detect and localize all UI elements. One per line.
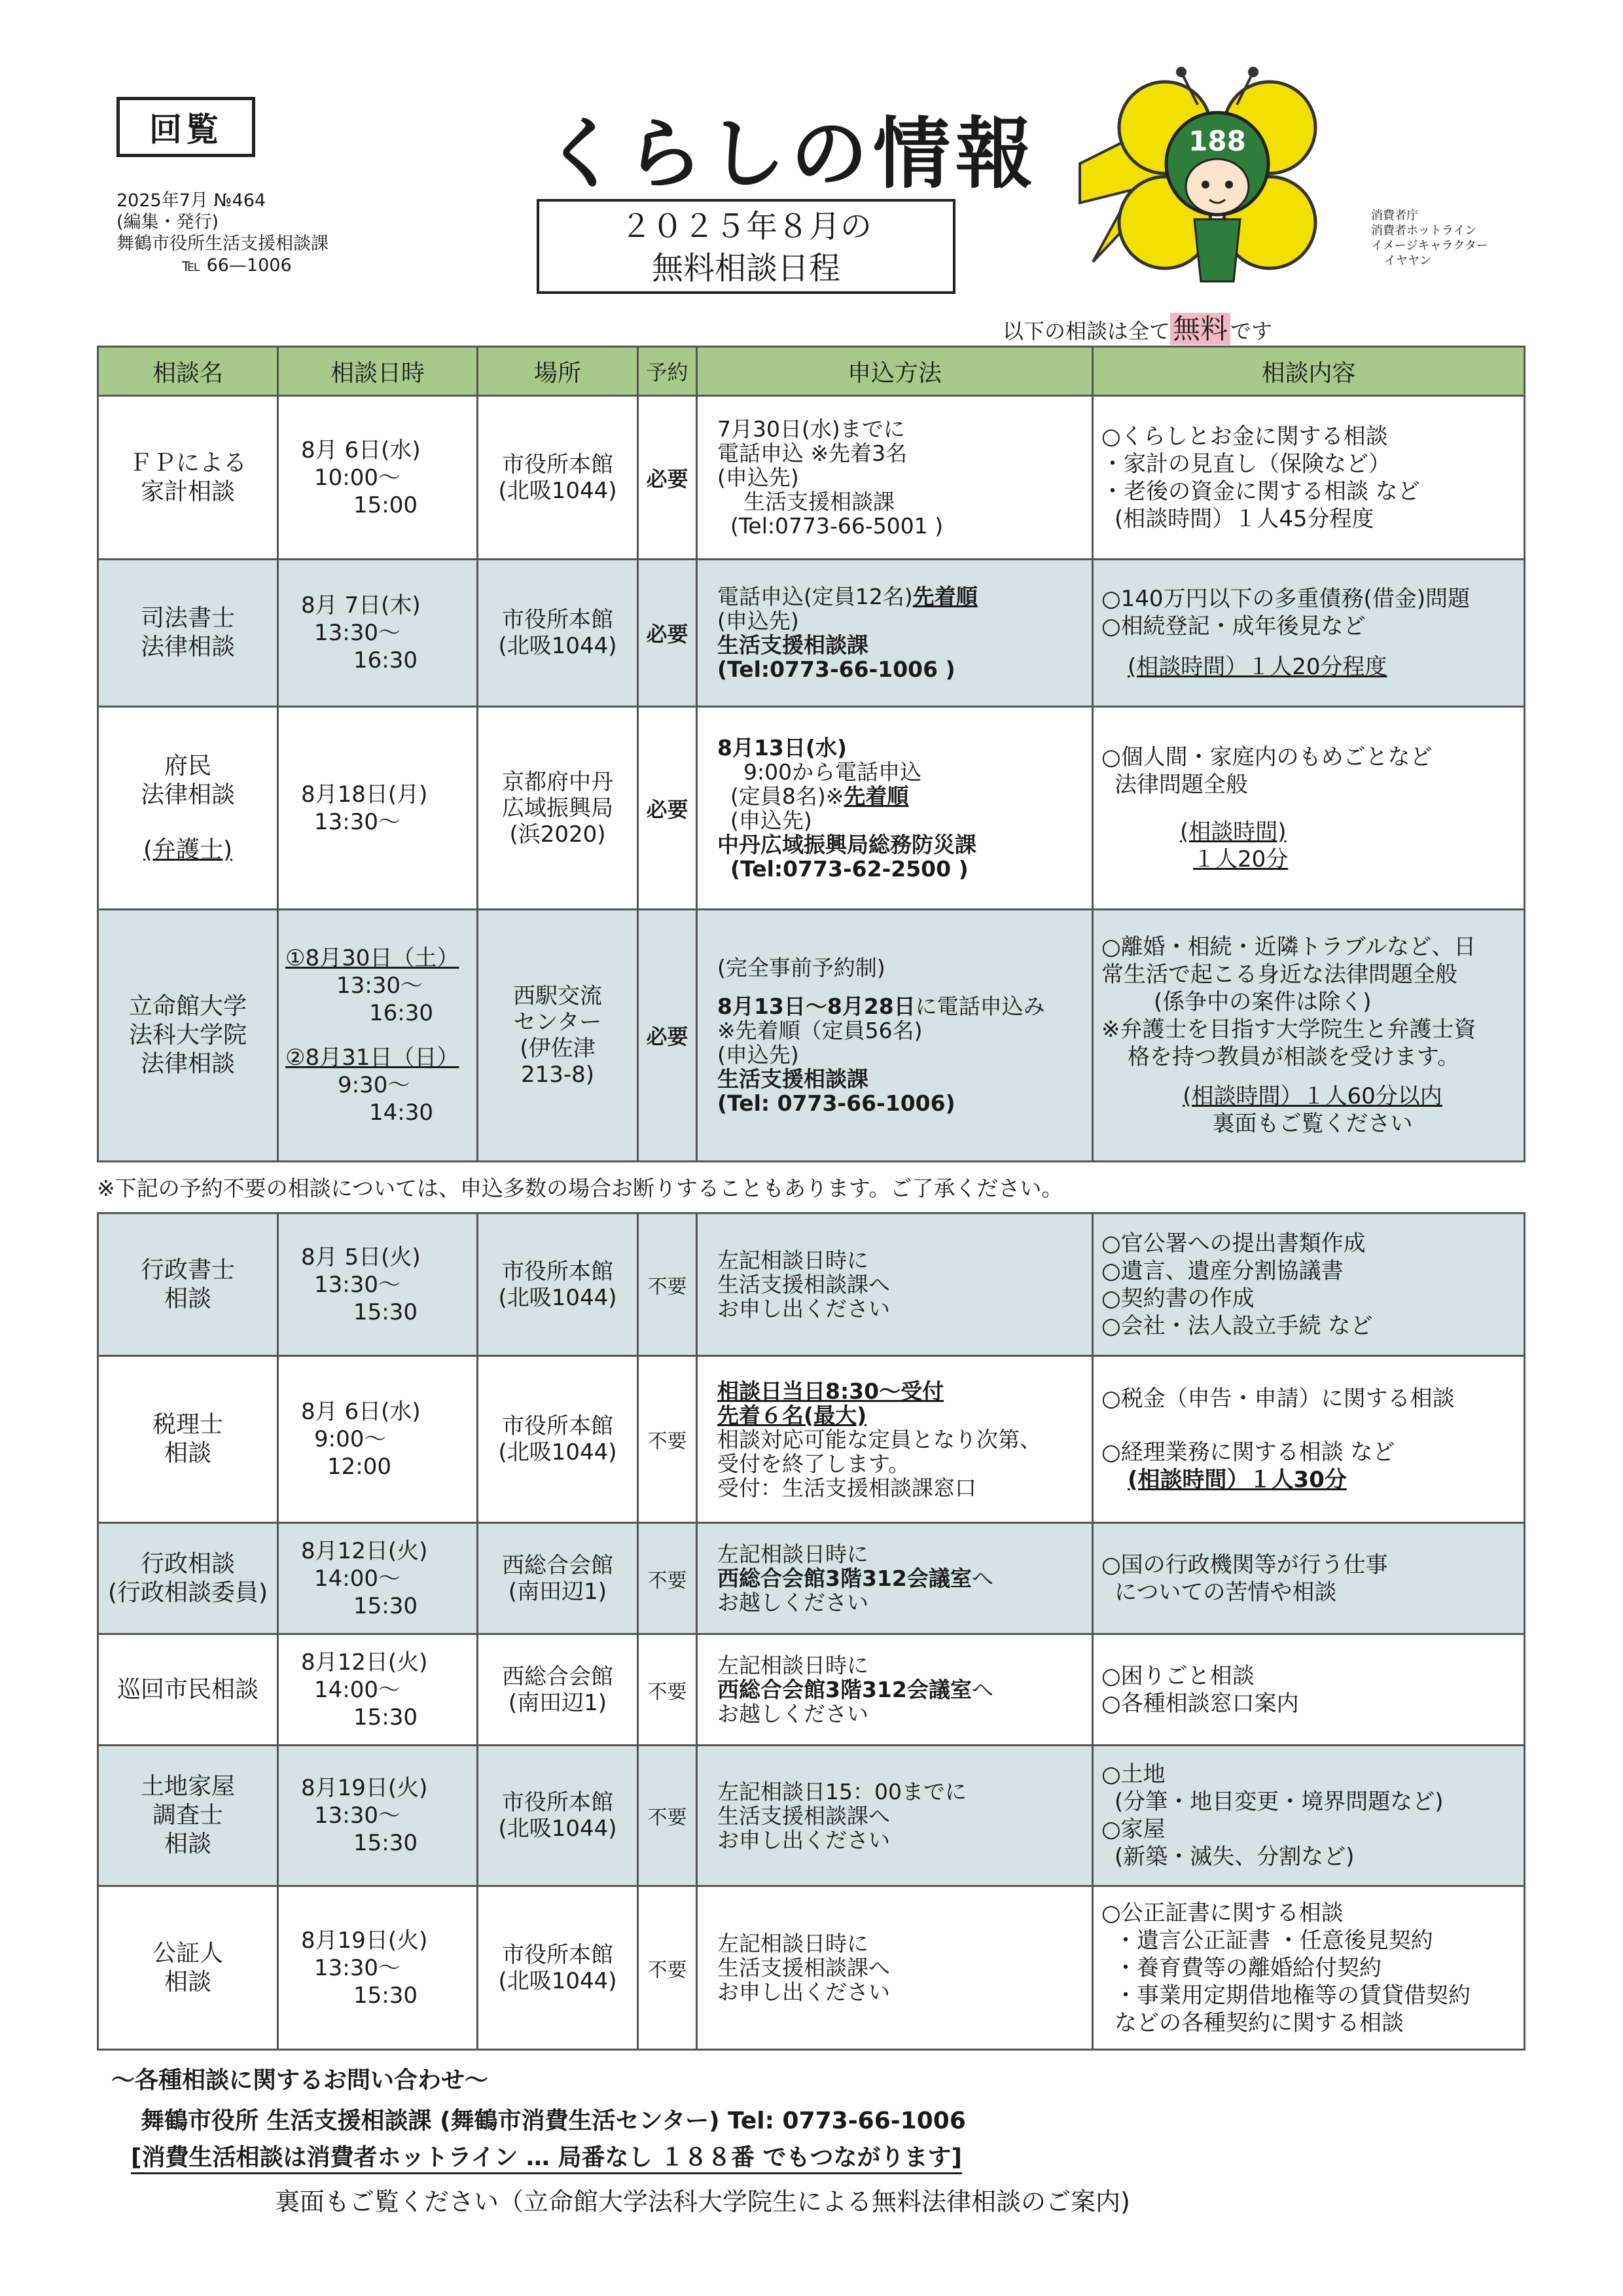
content-line: ○契約書の作成 [1101, 1285, 1255, 1312]
apply-method [697, 1523, 1093, 1634]
place-line: センター [513, 1009, 602, 1035]
apply-method [697, 707, 1093, 910]
date-line: 8月 7日(木) [301, 592, 421, 619]
date-line: 14:00〜 [314, 1676, 401, 1703]
content-line: ○個人間・家庭内のもめごとなど [1101, 744, 1433, 770]
name-line: 相談 [164, 1968, 211, 1996]
content-line: ○経理業務に関する相談 など [1101, 1439, 1395, 1465]
place-line: 市役所本館 [502, 1413, 613, 1439]
consult-name [98, 1634, 278, 1746]
table-row [98, 1356, 1525, 1523]
header-yoyaku: 予約 [638, 347, 697, 396]
place-line: 市役所本館 [502, 1789, 613, 1816]
header-date: 相談日時 [278, 347, 478, 396]
content-line: (相談時間）１人45分程度 [1115, 505, 1374, 532]
method-line: (定員8名)※ [730, 783, 844, 809]
content-line: (新築・滅失、分割など) [1115, 1844, 1355, 1870]
yoyaku-status: 不要 [638, 1356, 697, 1523]
kairan-box [116, 97, 255, 157]
name-line: 相談 [164, 1831, 211, 1857]
date-line: 8月 6日(水) [301, 1399, 421, 1425]
content-line: ○各種相談窓口案内 [1101, 1690, 1299, 1717]
content-line: 格を持つ教員が相談を受けます。 [1128, 1044, 1460, 1070]
consult-place [478, 1886, 638, 2050]
apply-method [697, 1356, 1093, 1523]
contact-office: 舞鶴市役所 生活支援相談課 (舞鶴市消費生活センター) Tel: 0773-66-1006 [141, 2108, 966, 2134]
content-line: １人20分 [1193, 846, 1289, 872]
yoyaku-status: 不要 [638, 1886, 697, 2050]
consult-name [98, 1356, 278, 1523]
consult-place [478, 910, 638, 1162]
date-line: 15:30 [353, 1704, 418, 1731]
method-line: 生活支援相談課へ [717, 1955, 890, 1981]
method-line: お越しください [717, 1701, 868, 1727]
table-row [98, 396, 1525, 560]
free-note [1003, 308, 1272, 347]
table-row [98, 910, 1525, 1162]
date-line: 13:30〜 [336, 973, 423, 999]
name-line: 行政書士 [140, 1256, 235, 1283]
yoyaku-status: 不要 [638, 1213, 697, 1356]
method-line: お申し出ください [717, 1827, 890, 1853]
consult-name [98, 910, 278, 1162]
method-line: 8月13日〜8月28日 [717, 994, 916, 1019]
consult-content [1093, 396, 1525, 560]
content-line: ○家屋 [1101, 1816, 1166, 1842]
date-line: 8月 5日(火) [301, 1244, 421, 1270]
place-line: 市役所本館 [502, 607, 613, 633]
consult-date [278, 1356, 478, 1523]
consult-content [1093, 910, 1525, 1162]
method-line: 生活支援相談課へ [717, 1272, 890, 1297]
method-line: 7月30日(水)までに [717, 416, 905, 442]
table-row [98, 1523, 1525, 1634]
place-line: 広域振興局 [502, 795, 613, 821]
consult-date [278, 396, 478, 560]
content-line: ○公正証書に関する相談 [1101, 1899, 1344, 1926]
name-line: 巡回市民相談 [116, 1676, 259, 1703]
name-line: 調査士 [152, 1802, 223, 1829]
consult-place [478, 1356, 638, 1523]
consult-date [278, 1634, 478, 1746]
date-line: 13:30〜 [314, 1954, 401, 1981]
date-line: ①8月30日（土） [285, 945, 459, 971]
consult-date [278, 910, 478, 1162]
consult-content [1093, 1634, 1525, 1746]
consult-content [1093, 1356, 1525, 1523]
place-line: (伊佐津 [520, 1035, 596, 1062]
kairan-label: 回覧 [149, 111, 223, 149]
method-line: 受付：生活支援相談課窓口 [717, 1475, 976, 1501]
apply-method [697, 396, 1093, 560]
yoyaku-status: 不要 [638, 1523, 697, 1634]
consult-date [278, 1523, 478, 1634]
method-line: 西総合会館3階312会議室 [717, 1566, 972, 1591]
date-line: 12:00 [327, 1454, 391, 1480]
place-line: (浜2020) [509, 821, 606, 848]
walkin-consultation-table [97, 1212, 1525, 2051]
name-line: 税理士 [152, 1411, 223, 1438]
date-line: 14:00〜 [314, 1565, 401, 1592]
date-line: 8月12日(火) [301, 1649, 428, 1676]
method-line: (申込先) [730, 807, 812, 833]
table-row [98, 1634, 1525, 1746]
date-line: 15:00 [353, 492, 418, 518]
yoyaku-status: 必要 [638, 560, 697, 707]
name-line: ＦＰによる [128, 449, 247, 476]
consult-date [278, 1886, 478, 2050]
content-line: (相談時間）１人20分程度 [1128, 654, 1387, 680]
method-line: 電話申込(定員12名) [717, 584, 913, 609]
consult-content [1093, 707, 1525, 910]
free-note-post: です [1230, 319, 1273, 344]
name-line: 法律相談 [140, 1050, 235, 1077]
place-line: 西駅交流 [513, 983, 602, 1009]
name-line: 法律相談 [140, 634, 235, 660]
method-line: お申し出ください [717, 1296, 890, 1321]
place-line: 市役所本館 [502, 1258, 613, 1285]
content-line: (相談時間）１人30分 [1128, 1467, 1347, 1493]
name-line: 府民 [164, 752, 211, 780]
free-note-pre: 以下の相談は全て [1003, 319, 1171, 344]
name-line: 法律相談 [140, 781, 235, 808]
table-row [98, 1213, 1525, 1356]
method-line: (Tel: 0773-66-1006) [717, 1090, 955, 1116]
method-line: 生活支援相談課 [717, 632, 868, 658]
date-line: 10:00〜 [314, 464, 401, 491]
method-line: 左記相談日時に [717, 1653, 868, 1678]
content-line: ○140万円以下の多重債務(借金)問題 [1101, 586, 1471, 612]
consult-content [1093, 560, 1525, 707]
method-line: 受付を終了します。 [717, 1450, 910, 1477]
method-line: 左記相談日時に [717, 1541, 868, 1567]
method-line: 9:00から電話申込 [743, 759, 922, 785]
apply-method [697, 910, 1093, 1162]
content-line: ・事業用定期借地権等の賃貸借契約 [1115, 1982, 1471, 2009]
footer-note: 裏面もご覧ください（立命館大学法科大学院生による無料法律相談のご案内) [275, 2187, 1130, 2216]
consult-name [98, 1523, 278, 1634]
issue-line: 2025年7月 №464 [116, 190, 266, 211]
content-line: ・家計の見直し（保険など） [1101, 450, 1391, 477]
mascot-caption-3: イメージキャラクター [1371, 239, 1489, 253]
date-line: 15:30 [353, 1299, 418, 1325]
yoyaku-status: 必要 [638, 910, 697, 1162]
content-line: ○遺言、遺産分割協議書 [1101, 1257, 1344, 1284]
consult-content [1093, 1886, 1525, 2050]
place-line: (北吸1044) [498, 1439, 617, 1465]
date-line: 8月19日(火) [301, 1775, 428, 1801]
mascot-caption-1: 消費者庁 [1371, 209, 1418, 223]
place-line: 213-8) [520, 1062, 595, 1088]
method-line: お越しください [717, 1590, 868, 1615]
method-line: に電話申込み [915, 994, 1045, 1019]
place-line: (南田辺1) [508, 1578, 607, 1605]
publisher-line: 舞鶴市役所生活支援相談課 [116, 234, 329, 254]
method-line: (申込先) [717, 1042, 799, 1067]
first-come-label: 先着順 [844, 783, 909, 809]
date-line: 8月18日(月) [301, 781, 428, 808]
apply-method [697, 1746, 1093, 1886]
subtitle-line2: 無料相談日程 [651, 250, 840, 287]
method-line: 相談対応可能な定員となり次第、 [717, 1426, 1041, 1452]
consult-name [98, 560, 278, 707]
consult-place [478, 560, 638, 707]
method-line: 生活支援相談課 [717, 1066, 868, 1092]
content-line: (分筆・地目変更・境界問題など) [1115, 1789, 1444, 1815]
mascot-iyayan-icon [1054, 65, 1348, 288]
consult-date [278, 1213, 478, 1356]
consult-content [1093, 1523, 1525, 1634]
editor-line: (編集・発行) [116, 212, 219, 232]
method-line: (完全事前予約制) [717, 955, 885, 980]
consult-name [98, 396, 278, 560]
mascot-number: 188 [1188, 125, 1246, 157]
content-line: ○土地 [1101, 1761, 1166, 1787]
place-line: 西総合会館 [502, 1663, 613, 1690]
method-line: へ [971, 1566, 993, 1591]
date-line: 8月 6日(水) [301, 437, 421, 463]
name-line: (弁護士) [143, 836, 233, 863]
yoyaku-status: 必要 [638, 396, 697, 560]
name-line: 公証人 [152, 1939, 223, 1967]
first-come-label: 先着順 [912, 584, 978, 609]
consult-name [98, 1746, 278, 1886]
name-line: 法科大学院 [128, 1022, 247, 1049]
date-line: 16:30 [369, 1000, 433, 1026]
method-line: (申込先) [717, 465, 799, 490]
consult-name [98, 1213, 278, 1356]
date-line: 16:30 [353, 647, 418, 673]
apply-method [697, 1886, 1093, 2050]
consult-content [1093, 1213, 1525, 1356]
consult-place [478, 1746, 638, 1886]
method-line: 8月13日(水) [717, 734, 847, 761]
content-line: ○官公署への提出書類作成 [1101, 1230, 1366, 1257]
consult-place [478, 1523, 638, 1634]
consult-date [278, 560, 478, 707]
place-line: (北吸1044) [498, 477, 617, 504]
place-line: (南田辺1) [508, 1689, 607, 1716]
yoyaku-status: 不要 [638, 1634, 697, 1746]
content-line: ・遺言公正証書 ・任意後見契約 [1115, 1927, 1433, 1954]
see-reverse-note: 裏面もご覧ください [1212, 1111, 1413, 1137]
content-line: (相談時間）１人60分以内 [1183, 1083, 1442, 1109]
header-method: 申込方法 [697, 347, 1093, 396]
date-line: 8月12日(火) [301, 1537, 428, 1564]
content-line: 法律問題全般 [1115, 771, 1248, 798]
apply-method [697, 560, 1093, 707]
date-line: 9:30〜 [338, 1072, 410, 1098]
method-line: お申し出ください [717, 1979, 890, 2005]
content-line: などの各種契約に関する相談 [1115, 2009, 1404, 2036]
content-line: 常生活で起こる身近な法律問題全般 [1101, 961, 1457, 988]
place-line: 京都府中丹 [502, 768, 613, 795]
method-line: (Tel:0773-66-5001 ) [730, 513, 944, 539]
method-line: 電話申込 ※先着3名 [717, 440, 908, 466]
content-line: についての苦情や相談 [1115, 1579, 1337, 1605]
issue-info [116, 190, 329, 276]
method-line: ※先着順（定員56名) [717, 1018, 923, 1043]
subtitle-box [537, 199, 955, 294]
date-line: 15:30 [353, 1830, 418, 1856]
table-header-row [98, 347, 1525, 396]
header-place: 場所 [478, 347, 638, 396]
consult-place [478, 1634, 638, 1746]
header-content: 相談内容 [1093, 347, 1525, 396]
consult-place [478, 1213, 638, 1356]
date-line: 15:30 [353, 1982, 418, 2009]
date-line: 13:30〜 [314, 1271, 401, 1298]
content-line: (係争中の案件は除く) [1154, 989, 1372, 1015]
name-line: (行政相談委員) [107, 1579, 268, 1606]
name-line: 司法書士 [140, 605, 235, 632]
consult-name [98, 707, 278, 910]
consult-place [478, 396, 638, 560]
place-line: (北吸1044) [498, 1816, 617, 1842]
table-row [98, 1746, 1525, 1886]
mascot-caption [1371, 208, 1488, 268]
contact-heading: 〜各種相談に関するお問い合わせ〜 [111, 2067, 489, 2094]
date-line: 15:30 [353, 1592, 418, 1619]
table-row [98, 1886, 1525, 2050]
method-line: へ [971, 1677, 993, 1702]
consult-content [1093, 1746, 1525, 1886]
mascot-caption-2: 消費者ホットライン [1371, 224, 1477, 238]
place-line: (北吸1044) [498, 1284, 617, 1311]
name-line: 相談 [164, 1440, 211, 1467]
free-highlight: 無料 [1170, 313, 1230, 345]
table-row [98, 707, 1525, 910]
method-line: 相談日当日8:30〜受付 [717, 1378, 944, 1404]
apply-method [697, 1213, 1093, 1356]
page-title: くらしの情報 [543, 109, 1039, 199]
consult-date [278, 1746, 478, 1886]
consult-date [278, 707, 478, 910]
content-line: ※弁護士を目指す大学院生と弁護士資 [1101, 1016, 1476, 1043]
walkin-notice: ※下記の予約不要の相談については、申込多数の場合お断りすることもあります。ご了承ください。 [97, 1175, 1063, 1201]
name-line: 相談 [164, 1285, 211, 1312]
method-line: 西総合会館3階312会議室 [717, 1677, 972, 1702]
tel-line: ℡ 66—1006 [182, 255, 292, 276]
table-row [98, 560, 1525, 707]
content-line: ○税金（申告・申請）に関する相談 [1101, 1386, 1455, 1412]
place-line: 市役所本館 [502, 1941, 613, 1968]
place-line: (北吸1044) [498, 1967, 617, 1994]
content-line: (相談時間) [1180, 818, 1287, 845]
method-line: 左記相談日15：00までに [717, 1778, 967, 1804]
method-line: 先着６名(最大) [717, 1402, 867, 1428]
name-line: 行政相談 [140, 1550, 235, 1577]
reserved-consultation-table [97, 346, 1525, 1162]
date-line: 13:30〜 [314, 808, 401, 835]
name-line: 立命館大学 [128, 993, 247, 1020]
apply-method [697, 1634, 1093, 1746]
date-line: 8月19日(火) [301, 1927, 428, 1954]
place-line: (北吸1044) [498, 633, 617, 659]
consult-name [98, 1886, 278, 2050]
yoyaku-status: 不要 [638, 1746, 697, 1886]
content-line: ○困りごと相談 [1101, 1662, 1255, 1689]
method-line: 左記相談日時に [717, 1931, 868, 1956]
method-line: 生活支援相談課へ [717, 1803, 890, 1829]
place-line: 西総合会館 [502, 1552, 613, 1579]
content-line: ○くらしとお金に関する相談 [1101, 423, 1388, 450]
method-line: (Tel:0773-66-1006 ) [717, 656, 955, 682]
method-line: 生活支援相談課 [743, 489, 895, 514]
date-line: 13:30〜 [314, 1803, 401, 1829]
header-name: 相談名 [98, 347, 278, 396]
method-line: 中丹広域振興局総務防災課 [717, 831, 976, 857]
method-line: (申込先) [717, 608, 799, 634]
name-line: 土地家屋 [140, 1773, 235, 1800]
hotline-note: [消費生活相談は消費者ホットライン … 局番なし １８８番 でもつながります] [131, 2139, 962, 2174]
name-line: 家計相談 [140, 478, 235, 505]
consult-place [478, 707, 638, 910]
place-line: 市役所本館 [502, 451, 613, 478]
method-line: (Tel:0773-62-2500 ) [730, 855, 969, 882]
date-line: 14:30 [369, 1100, 433, 1126]
content-line: ○離婚・相続・近隣トラブルなど、日 [1101, 934, 1476, 960]
yoyaku-status: 必要 [638, 707, 697, 910]
subtitle-line1: ２０２５年８月の [620, 208, 872, 245]
content-line: ○国の行政機関等が行う仕事 [1101, 1551, 1388, 1578]
content-line: ○会社・法人設立手続 など [1101, 1312, 1373, 1339]
date-line: ②8月31日（日） [285, 1045, 459, 1071]
content-line: ・養育費等の離婚給付契約 [1115, 1954, 1382, 1981]
date-line: 9:00〜 [314, 1426, 387, 1452]
content-line: ○相続登記・成年後見など [1101, 613, 1366, 639]
date-line: 13:30〜 [314, 620, 401, 646]
content-line: ・老後の資金に関する相談 など [1101, 478, 1420, 505]
method-line: 左記相談日時に [717, 1247, 868, 1273]
mascot-caption-4: イヤヤン [1384, 254, 1431, 268]
